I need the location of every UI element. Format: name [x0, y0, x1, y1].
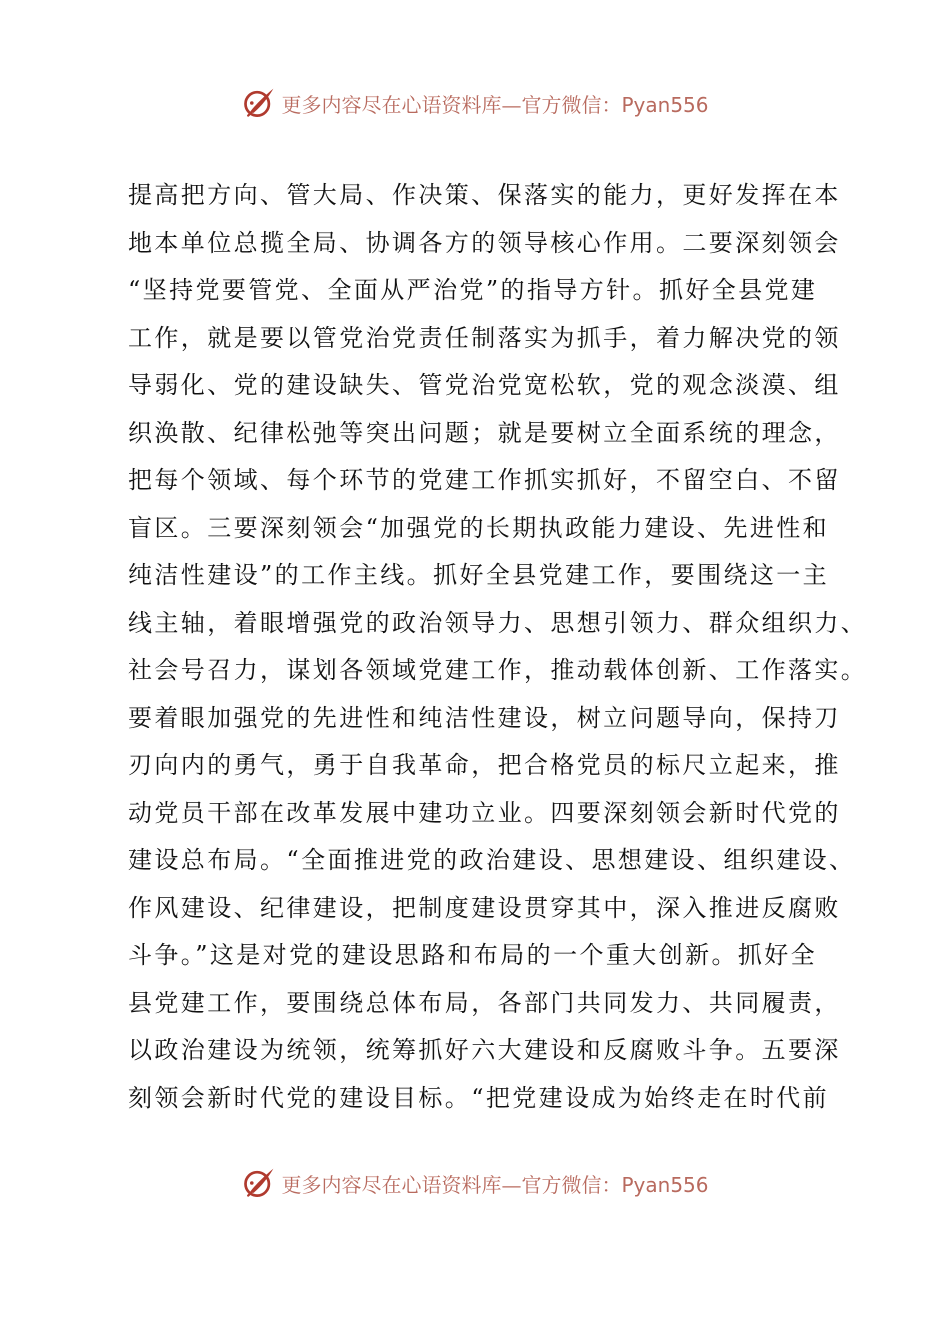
footer-wechat-id: Pyan556 [621, 1172, 709, 1197]
paragraph-line: 动党员干部在改革发展中建功立业。四要深刻领会新时代党的 [128, 798, 841, 827]
paragraph-line: 线主轴，着眼增强党的政治领导力、思想引领力、群众组织力、 [128, 608, 868, 637]
paragraph-line: 纯洁性建设”的工作主线。抓好全县党建工作，要围绕这一主 [128, 561, 830, 589]
paragraph-line: 建设总布局。“全面推进党的政治建设、思想建设、组织建设、 [128, 846, 856, 874]
paragraph-line: 以政治建设为统领，统筹抓好六大建设和反腐败斗争。五要深 [128, 1036, 841, 1064]
paragraph-line: “坚持党要管党、全面从严治党”的指导方针。抓好全县党建 [128, 276, 818, 304]
paragraph-line: 把每个领域、每个环节的党建工作抓实抓好，不留空白、不留 [128, 466, 841, 494]
header-text-main: 更多内容尽在心语资料库—官方微信： [281, 92, 622, 117]
paragraph-line: 地本单位总揽全局、协调各方的领导核心作用。二要深刻领会 [128, 228, 841, 257]
footer-text-main: 更多内容尽在心语资料库—官方微信： [281, 1172, 622, 1197]
paragraph-line: 刃向内的勇气，勇于自我革命，把合格党员的标尺立起来，推 [128, 751, 841, 779]
footer-banner-text [281, 1169, 708, 1198]
paragraph-line: 社会号召力，谋划各领域党建工作，推动载体创新、工作落实。 [128, 656, 868, 684]
paragraph-line: 县党建工作，要围绕总体布局，各部门共同发力、共同履责， [128, 988, 841, 1017]
paragraph-line: 导弱化、党的建设缺失、管党治党宽松软，党的观念淡漠、组 [128, 371, 841, 399]
header-wechat-id: Pyan556 [621, 92, 709, 117]
paragraph-line: 织涣散、纪律松弛等突出问题；就是要树立全面系统的理念， [128, 418, 841, 447]
paragraph-line: 工作，就是要以管党治党责任制落实为抓手，着力解决党的领 [128, 323, 841, 352]
paragraph-line: 提高把方向、管大局、作决策、保落实的能力，更好发挥在本 [128, 181, 841, 209]
paragraph-line: 刻领会新时代党的建设目标。“把党建设成为始终走在时代前 [128, 1083, 830, 1112]
header-banner-text [281, 89, 708, 118]
footer-banner [0, 1163, 950, 1203]
document-body [128, 172, 868, 1122]
quill-pen-logo-icon [241, 85, 277, 121]
paragraph-line: 斗争。”这是对党的建设思路和布局的一个重大创新。抓好全 [128, 941, 818, 969]
paragraph-line: 盲区。三要深刻领会“加强党的长期执政能力建设、先进性和 [128, 513, 830, 542]
paragraph-line: 要着眼加强党的先进性和纯洁性建设，树立问题导向，保持刀 [128, 703, 841, 732]
quill-pen-logo-icon [241, 1165, 277, 1201]
paragraph-line: 作风建设、纪律建设，把制度建设贯穿其中，深入推进反腐败 [128, 893, 841, 922]
header-banner [0, 83, 950, 123]
